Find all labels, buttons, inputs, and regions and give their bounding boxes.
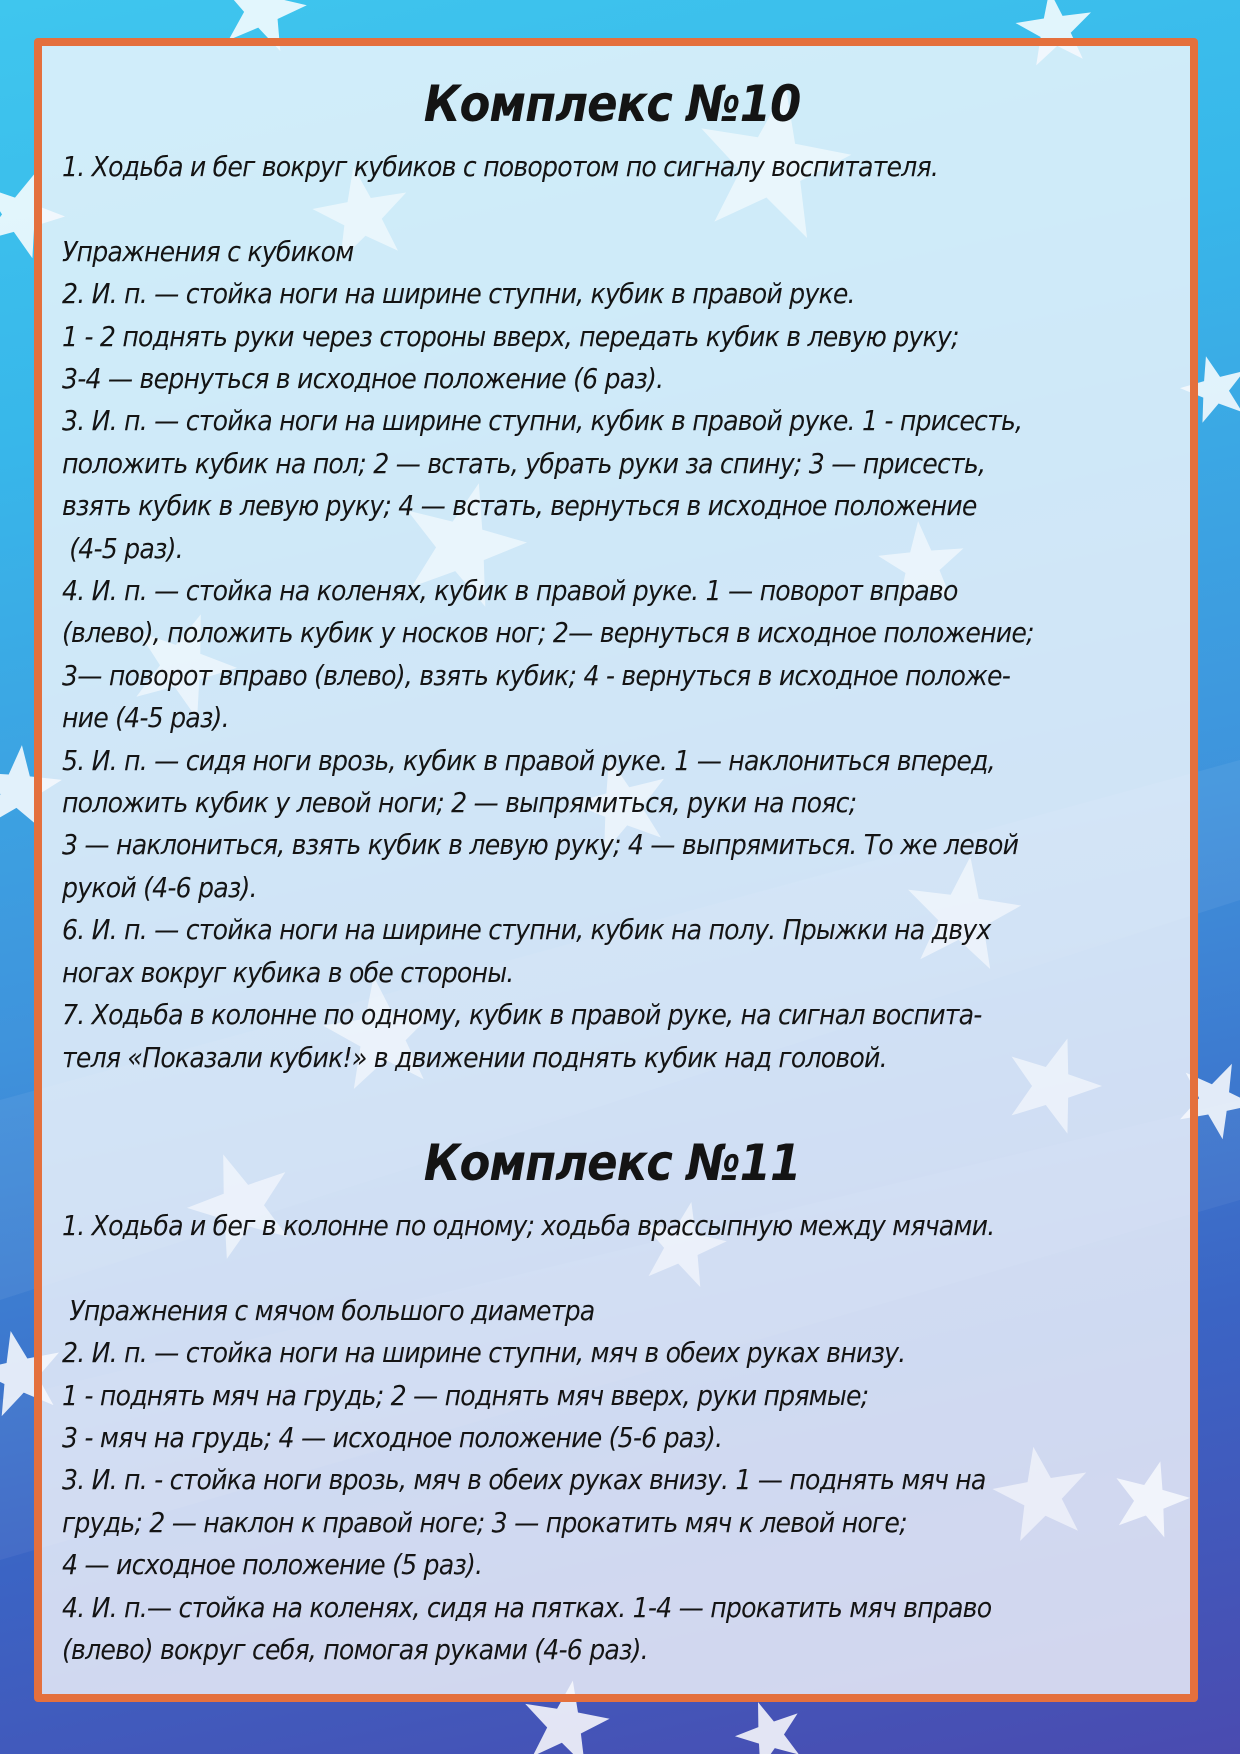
complex-11-lines bbox=[62, 1205, 1202, 1671]
text-line: 3— поворот вправо (влево), взять кубик; 4 - вернуться в исходное положе- bbox=[62, 658, 1011, 692]
text-line: 4. И. п. — стойка на коленях, кубик в правой руке. 1 — поворот вправо bbox=[62, 574, 958, 608]
text-line: рукой (4-6 раз). bbox=[62, 870, 257, 904]
text-line: 2. И. п. — стойка ноги на ширине ступни, мяч в обеих руках внизу. bbox=[62, 1336, 906, 1370]
text-line: 1. Ходьба и бег вокруг кубиков с поворотом по сигналу воспитателя. bbox=[62, 150, 939, 183]
text-line: 1 - 2 поднять руки через стороны вверх, передать кубик в левую руку; bbox=[62, 319, 959, 353]
text-line: грудь; 2 — наклон к правой ноге; 3 — прокатить мяч к левой ноге; bbox=[62, 1505, 907, 1539]
text-line: 2. И. п. — стойка ноги на ширине ступни, кубик в правой руке. bbox=[62, 277, 855, 311]
text-line: 3-4 — вернуться в исходное положение (6 раз). bbox=[62, 362, 664, 396]
text-line: Упражнения с мячом большого диаметра bbox=[62, 1293, 595, 1327]
text-line: (влево) вокруг себя, помогая руками (4-6 раз). bbox=[62, 1632, 648, 1666]
text-line: 6. И. п. — стойка ноги на ширине ступни, кубик на полу. Прыжки на двух bbox=[62, 913, 991, 947]
text-line: положить кубик у левой ноги; 2 — выпрямиться, руки на пояс; bbox=[62, 786, 857, 820]
text-line: 3 - мяч на грудь; 4 — исходное положение (5-6 раз). bbox=[62, 1420, 723, 1454]
complex-11-title: Комплекс №11 bbox=[423, 1133, 801, 1192]
text-line: (влево), положить кубик у носков ног; 2— вернуться в исходное положение; bbox=[62, 616, 1034, 650]
text-line: 7. Ходьба в колонне по одному, кубик в правой руке, на сигнал воспита- bbox=[62, 998, 982, 1032]
text-line: 1. Ходьба и бег в колонне по одному; ходьба врассыпную между мячами. bbox=[62, 1208, 995, 1242]
text-line: 3. И. п. — стойка ноги на ширине ступни, кубик в правой руке. 1 - присесть, bbox=[62, 404, 1023, 438]
text-line: 5. И. п. — сидя ноги врозь, кубик в правой руке. 1 — наклониться вперед, bbox=[62, 743, 995, 777]
text-line: 4 — исходное положение (5 раз). bbox=[62, 1548, 483, 1582]
text-line: ние (4-5 раз). bbox=[62, 701, 229, 735]
section-gap bbox=[62, 1079, 1202, 1121]
complex-11-section bbox=[62, 1121, 1202, 1671]
text-line: 4. И. п.— стойка на коленях, сидя на пятках. 1-4 — прокатить мяч вправо bbox=[62, 1590, 992, 1624]
text-line: теля «Показали кубик!» в движении поднять кубик над головой. bbox=[62, 1040, 887, 1074]
complex-10-section bbox=[62, 62, 1202, 1079]
text-line: Упражнения с кубиком bbox=[62, 234, 354, 268]
text-line: 1 - поднять мяч на грудь; 2 — поднять мяч вверх, руки прямые; bbox=[62, 1378, 869, 1412]
document-content bbox=[62, 62, 1202, 1671]
text-line: ногах вокруг кубика в обе стороны. bbox=[62, 955, 514, 989]
text-line: взять кубик в левую руку; 4 — встать, вернуться в исходное положение bbox=[62, 489, 977, 523]
text-line: 3 — наклониться, взять кубик в левую руку; 4 — выпрямиться. То же левой bbox=[62, 828, 1019, 862]
text-line: (4-5 раз). bbox=[62, 531, 183, 565]
text-line bbox=[62, 188, 1202, 230]
complex-10-lines bbox=[62, 146, 1202, 1079]
text-line bbox=[62, 1247, 1202, 1289]
complex-10-title: Комплекс №10 bbox=[423, 75, 801, 133]
text-line: положить кубик на пол; 2 — встать, убрать руки за спину; 3 — присесть, bbox=[62, 446, 986, 480]
text-line: 3. И. п. - стойка ноги врозь, мяч в обеих руках внизу. 1 — поднять мяч на bbox=[62, 1463, 986, 1497]
